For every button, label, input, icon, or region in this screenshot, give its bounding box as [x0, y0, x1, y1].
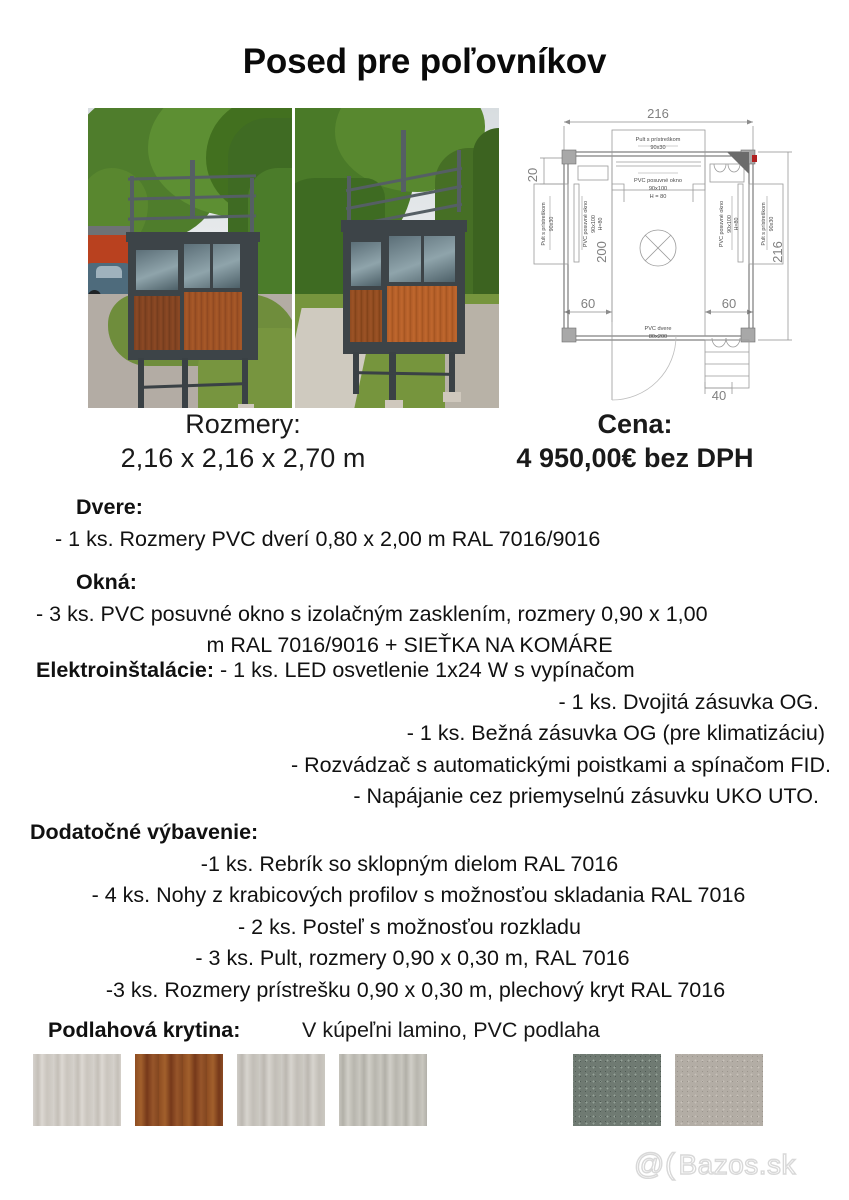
- laminate-light-grey-wood-swatch[interactable]: [33, 1054, 121, 1126]
- plan-red-marker: [752, 155, 757, 162]
- cabin-wood-cladding: [184, 292, 242, 354]
- label-window-center-height: H = 80: [649, 194, 667, 200]
- cabin-base: [343, 342, 465, 354]
- roof-railing-post: [130, 176, 134, 236]
- label-window-right-height: H=80: [734, 217, 740, 231]
- doors-heading: Dvere:: [76, 495, 143, 519]
- bazos-watermark: [634, 1148, 796, 1182]
- cabin-wood-cladding: [350, 290, 382, 344]
- extras-line: - 3 ks. Pult, rozmery 0,90 x 0,30 m, RAL 7016: [195, 946, 630, 970]
- car-window: [96, 266, 122, 278]
- section-windows: [0, 567, 849, 662]
- label-counter-top-size: 90x30: [650, 145, 666, 151]
- electrical-heading: Elektroinštalácie:: [36, 658, 215, 682]
- watermark-at-icon: @(: [634, 1148, 676, 1181]
- windows-heading: Okná:: [76, 570, 137, 594]
- floor-plan-drawing[interactable]: [520, 100, 820, 405]
- label-door: PVC dvere: [644, 326, 672, 332]
- section-extras: [0, 817, 849, 1006]
- roof-railing-bar: [128, 214, 256, 220]
- watermark-text: Bazos.sk: [678, 1149, 797, 1180]
- electrical-line: - Napájanie cez priemyselnú zásuvku UKO UTO.: [353, 784, 819, 808]
- windows-line: - 3 ks. PVC posuvné okno s izolačným zasklením, rozmery 0,90 x 1,00: [36, 601, 708, 626]
- label-counter-top: Pult s prístreškom: [635, 137, 681, 143]
- extras-heading: Dodatočné výbavenie:: [30, 820, 259, 844]
- cabin-window-left: [136, 250, 178, 290]
- electrical-line: - 1 ks. LED osvetlenie 1x24 W s vypínačom: [220, 658, 635, 682]
- extras-line: -3 ks. Rozmery prístrešku 0,90 x 0,30 m, plechový kryt RAL 7016: [105, 977, 726, 1002]
- label-window-left-size: 90x100: [591, 215, 597, 233]
- support-leg: [138, 358, 144, 408]
- pvc-dark-grey-speckled-swatch[interactable]: [573, 1054, 661, 1126]
- window-mullion: [210, 244, 213, 288]
- dim-right-height: 216: [770, 241, 785, 263]
- cabin-window-left: [351, 242, 381, 286]
- extras-line: - 4 ks. Nohy z krabicových profilov s možnosťou skladania RAL 7016: [91, 883, 746, 907]
- dim-inner-depth: 200: [594, 241, 609, 263]
- cabin-wood-cladding: [134, 296, 180, 352]
- dim-stairs-width: 40: [711, 388, 727, 403]
- dimensions-label: Rozmery:: [185, 409, 301, 439]
- label-window-left-height: H=80: [598, 217, 604, 231]
- support-leg: [389, 352, 396, 404]
- hunting-hide-structure: [337, 120, 473, 370]
- electrical-first-row: [0, 655, 849, 687]
- price-block: [470, 408, 800, 475]
- roof-railing-post: [190, 160, 195, 218]
- dimensions-block: [78, 408, 408, 475]
- laminate-dark-walnut-wood-swatch[interactable]: [135, 1054, 223, 1126]
- dim-left-bay: 60: [580, 296, 596, 311]
- dim-right-bay: 60: [721, 296, 737, 311]
- price-value: 4 950,00€ bez DPH: [516, 443, 754, 473]
- section-electrical: [0, 655, 849, 813]
- label-door-size: 80x200: [648, 334, 668, 340]
- specs-row: [0, 408, 849, 486]
- concrete-footing: [443, 392, 461, 402]
- label-window-center-size: 90x100: [648, 186, 668, 192]
- label-window-left: PVC posuvné okno: [583, 200, 589, 248]
- label-window-right: PVC posuvné okno: [719, 200, 725, 248]
- extras-line: -1 ks. Rebrík so sklopným dielom RAL 7016: [200, 851, 619, 876]
- label-counter-left: Pult s prístreškom: [541, 202, 547, 246]
- extras-line: - 2 ks. Posteľ s možnosťou rozkladu: [238, 914, 581, 939]
- hunting-hide-photo-left[interactable]: [88, 108, 292, 408]
- label-counter-right-size: 90x30: [769, 216, 775, 232]
- hunting-hide-photo-right[interactable]: [295, 108, 499, 408]
- section-doors: [0, 492, 849, 555]
- price-label: Cena:: [597, 409, 673, 439]
- flooring-swatches: [0, 1054, 849, 1126]
- hunting-hide-structure: [124, 146, 264, 376]
- label-window-right-size: 90x100: [727, 215, 733, 233]
- laminate-weathered-grey-wood-swatch[interactable]: [339, 1054, 427, 1126]
- electrical-line: - Rozvádzač s automatickými poistkami a spínačom FID.: [290, 752, 831, 777]
- label-counter-left-size: 90x30: [549, 216, 555, 232]
- flooring-note: V kúpeľni lamino, PVC podlaha: [302, 1018, 600, 1042]
- cabin-wood-cladding: [387, 286, 457, 344]
- concrete-footing: [385, 400, 403, 408]
- roof-railing-post: [250, 178, 254, 234]
- pvc-light-grey-speckled-swatch[interactable]: [675, 1054, 763, 1126]
- support-leg: [182, 358, 188, 408]
- window-mullion: [421, 236, 424, 282]
- label-counter-right: Pult s prístreškom: [761, 202, 767, 246]
- page-title: Posed pre poľovníkov: [242, 42, 607, 81]
- electrical-line: - 1 ks. Dvojitá zásuvka OG.: [558, 689, 819, 714]
- cabin-base: [128, 350, 258, 360]
- label-window-center: PVC posuvné okno: [634, 178, 682, 184]
- electrical-line: - 1 ks. Bežná zásuvka OG (pre klimatizáciu): [406, 721, 825, 745]
- roof-railing-post: [401, 130, 406, 192]
- flooring-heading: Podlahová krytina:: [48, 1018, 241, 1042]
- doors-line: - 1 ks. Rozmery PVC dverí 0,80 x 2,00 m RAL 7016/9016: [55, 526, 601, 551]
- dimensions-value: 2,16 x 2,16 x 2,70 m: [120, 443, 366, 473]
- dim-left-small: 20: [525, 167, 540, 183]
- laminate-pale-grey-wood-swatch[interactable]: [237, 1054, 325, 1126]
- windows-line: m RAL 7016/9016 + SIEŤKA NA KOMÁRE: [206, 633, 613, 657]
- floor-plan-svg: [520, 100, 820, 405]
- dim-top-width: 216: [647, 106, 669, 121]
